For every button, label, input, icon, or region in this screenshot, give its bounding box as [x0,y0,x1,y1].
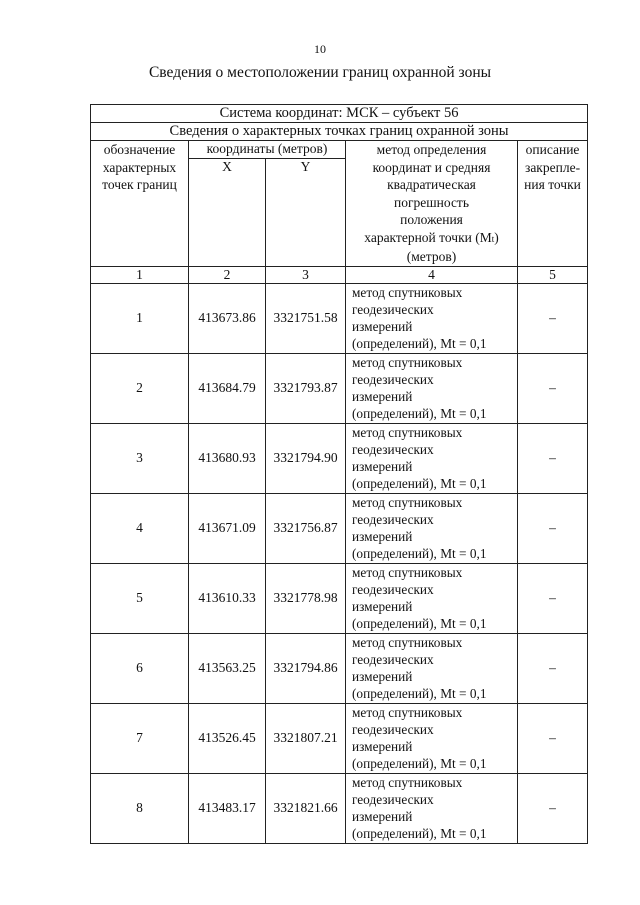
description-header-line: закрепле- [524,159,581,175]
table-row [91,563,588,633]
y-coordinate-cell: 3321821.66 [266,773,346,843]
method-line: измерений [352,388,413,404]
description-cell: – [518,493,588,563]
designation-header-line: точек границ [102,177,177,192]
method-header [346,141,518,267]
method-cell [346,423,518,493]
description-header [518,141,588,267]
page-number: 10 [314,42,326,56]
y-coordinate-cell: 3321778.98 [266,563,346,633]
table-row [91,633,588,703]
method-line: метод спутниковых [352,284,463,300]
method-cell [346,353,518,423]
method-header-line [346,229,517,249]
description-cell: – [518,633,588,703]
method-line: метод спутниковых [352,424,463,440]
point-number-cell: 3 [91,423,189,493]
method-header-line: положения [400,212,463,227]
column-number: 5 [518,266,588,283]
column-header-row [91,141,588,159]
method-cell [346,773,518,843]
table-row [91,353,588,423]
x-coordinate-cell: 413673.86 [189,283,266,353]
column-number: 2 [189,266,266,283]
method-line: (определений), Mt = 0,1 [352,826,487,842]
method-cell [346,493,518,563]
section-title-cell: Сведения о характерных точках границ охранной зоны [91,123,588,141]
method-line: (определений), Mt = 0,1 [352,336,487,352]
method-cell [346,563,518,633]
description-cell: – [518,423,588,493]
method-header-text: ) [494,229,499,245]
table-row [91,493,588,563]
designation-header-line: характерных [102,159,177,175]
y-coordinate-cell: 3321751.58 [266,283,346,353]
designation-header [91,141,189,267]
method-header-subscript: t [491,233,495,244]
method-line: (определений), Mt = 0,1 [352,686,487,702]
method-line: измерений [352,318,413,334]
x-coordinate-cell: 413684.79 [189,353,266,423]
method-header-line: квадратическая [387,177,476,192]
coordinate-system-cell: Система координат: МСК – субъект 56 [91,105,588,123]
method-line: (определений), Mt = 0,1 [352,756,487,772]
y-coordinate-cell: 3321756.87 [266,493,346,563]
point-number-cell: 1 [91,283,189,353]
point-number-cell: 6 [91,633,189,703]
method-header-line: координат и средняя [372,159,491,175]
x-header: X [189,159,266,267]
point-number-cell: 4 [91,493,189,563]
method-line: метод спутниковых [352,564,463,580]
x-coordinate-cell: 413483.17 [189,773,266,843]
method-line: (определений), Mt = 0,1 [352,616,487,632]
method-line: метод спутниковых [352,634,463,650]
x-coordinate-cell: 413610.33 [189,563,266,633]
method-header-line: погрешность [393,194,469,210]
description-header-line: ния точки [524,177,581,192]
method-line: метод спутниковых [352,494,463,510]
coordinates-header: координаты (метров) [189,141,346,159]
method-cell [346,633,518,703]
method-line: геодезических [352,651,434,667]
x-coordinate-cell: 413563.25 [189,633,266,703]
y-header: Y [266,159,346,267]
method-line: геодезических [352,301,434,317]
description-cell: – [518,353,588,423]
point-number-cell: 5 [91,563,189,633]
method-line: метод спутниковых [352,704,463,720]
method-line: геодезических [352,511,434,527]
column-number: 3 [266,266,346,283]
point-number-cell: 8 [91,773,189,843]
method-line: метод спутниковых [352,774,463,790]
designation-header-line: обозначение [103,142,176,157]
boundary-points-table [90,104,588,844]
table-row [91,283,588,353]
description-cell: – [518,703,588,773]
method-line: (определений), Mt = 0,1 [352,546,487,562]
description-header-line: описание [525,142,580,157]
method-line: измерений [352,808,413,824]
method-line: геодезических [352,371,434,387]
method-line: геодезических [352,791,434,807]
method-line: метод спутниковых [352,354,463,370]
method-line: измерений [352,668,413,684]
y-coordinate-cell: 3321793.87 [266,353,346,423]
method-line: измерений [352,528,413,544]
x-coordinate-cell: 413526.45 [189,703,266,773]
method-line: измерений [352,458,413,474]
method-header-line: метод определения [376,142,487,157]
coordinate-system-row [91,105,588,123]
method-line: (определений), Mt = 0,1 [352,406,487,422]
method-line: (определений), Mt = 0,1 [352,476,487,492]
method-header-line: (метров) [406,249,457,264]
table-row [91,703,588,773]
method-line: геодезических [352,441,434,457]
table-row [91,423,588,493]
y-coordinate-cell: 3321794.86 [266,633,346,703]
method-line: измерений [352,738,413,754]
method-line: геодезических [352,581,434,597]
point-number-cell: 7 [91,703,189,773]
method-line: геодезических [352,721,434,737]
point-number-cell: 2 [91,353,189,423]
section-title-row [91,123,588,141]
method-line: измерений [352,598,413,614]
method-cell [346,283,518,353]
column-number: 1 [91,266,189,283]
x-coordinate-cell: 413671.09 [189,493,266,563]
column-number: 4 [346,266,518,283]
description-cell: – [518,563,588,633]
column-number-row [91,266,588,283]
method-header-text: характерной точки (М [364,229,492,245]
y-coordinate-cell: 3321807.21 [266,703,346,773]
page-title: Сведения о местоположении границ охранной зоны [148,64,492,81]
description-cell: – [518,773,588,843]
x-coordinate-cell: 413680.93 [189,423,266,493]
table-row [91,773,588,843]
method-cell [346,703,518,773]
description-cell: – [518,283,588,353]
y-coordinate-cell: 3321794.90 [266,423,346,493]
